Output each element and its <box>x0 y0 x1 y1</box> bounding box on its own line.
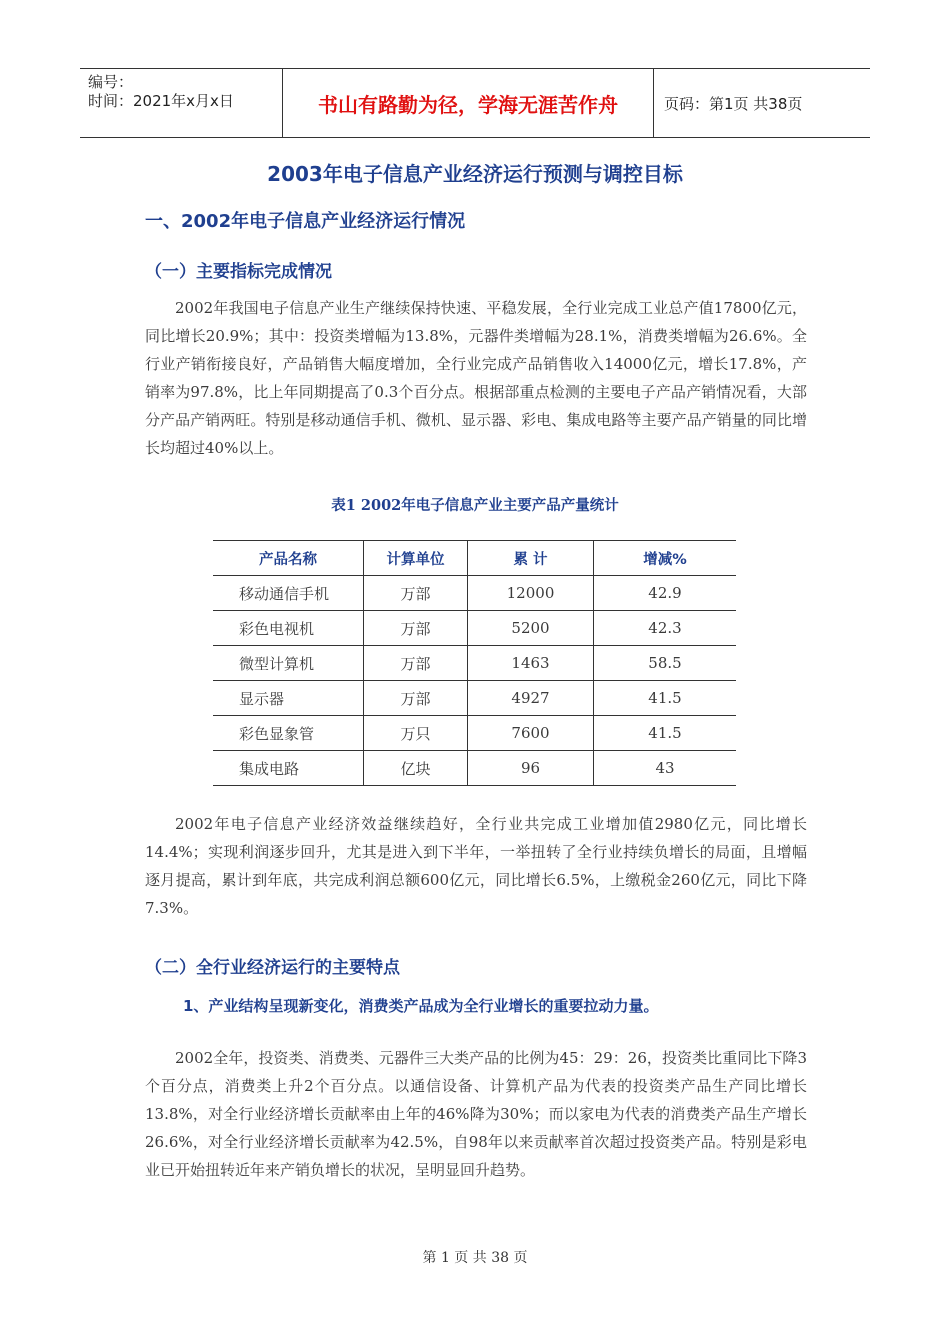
cell-change: 42.3 <box>594 611 737 646</box>
cell-total: 96 <box>468 751 594 786</box>
col-header-unit: 计算单位 <box>364 541 468 576</box>
cell-product: 彩色电视机 <box>213 611 364 646</box>
paragraph-structure: 2002全年，投资类、消费类、元器件三大类产品的比例为45：29：26，投资类比重同比下降3个百分点，消费类上升2个百分点。以通信设备、计算机产品为代表的投资类产品生产同比增长13.8%，对全行业经济增长贡献率由上年的46%降为30%；而以家电为代表的消费类产品生产增长26.6%，对全行业经济增长贡献率为42.5%，自98年以来贡献率首次超过投资类产品。特别是彩电业已开始扭转近年来产销负增长的状况，呈明显回升趋势。 <box>145 1049 807 1179</box>
header-meta <box>80 69 282 137</box>
table-row <box>213 646 736 681</box>
cell-change: 41.5 <box>594 681 737 716</box>
header-motto: 书山有路勤为径，学海无涯苦作舟 <box>282 69 654 137</box>
paragraph-profits: 2002年电子信息产业经济效益继续趋好，全行业共完成工业增加值2980亿元，同比增长14.4%；实现利润逐步回升，尤其是进入到下半年，一举扭转了全行业持续负增长的局面，且增幅逐月提高，累计到年底，共完成利润总额600亿元，同比增长6.5%，上缴税金260亿元，同比下降7.3%。 <box>145 815 807 917</box>
cell-product: 移动通信手机 <box>213 576 364 611</box>
cell-product: 显示器 <box>213 681 364 716</box>
page-header <box>80 68 870 138</box>
cell-unit: 万部 <box>364 611 468 646</box>
cell-product: 微型计算机 <box>213 646 364 681</box>
cell-change: 41.5 <box>594 716 737 751</box>
table-row <box>213 576 736 611</box>
cell-total: 12000 <box>468 576 594 611</box>
cell-change: 43 <box>594 751 737 786</box>
col-header-total: 累 计 <box>468 541 594 576</box>
table-row <box>213 681 736 716</box>
cell-unit: 万部 <box>364 681 468 716</box>
cell-total: 7600 <box>468 716 594 751</box>
number-label: 编号： <box>88 73 134 91</box>
section-heading-1: 一、2002年电子信息产业经济运行情况 <box>145 211 466 232</box>
cell-product: 集成电路 <box>213 751 364 786</box>
page-footer: 第 1 页 共 38 页 <box>422 1250 528 1266</box>
cell-unit: 万部 <box>364 646 468 681</box>
header-page-info: 页码：第1页 共38页 <box>664 94 803 113</box>
col-header-change: 增减% <box>594 541 737 576</box>
col-header-product: 产品名称 <box>213 541 364 576</box>
subsection-heading-1: （一）主要指标完成情况 <box>145 262 332 282</box>
table-row <box>213 751 736 786</box>
cell-unit: 亿块 <box>364 751 468 786</box>
table-row <box>213 716 736 751</box>
cell-unit: 万只 <box>364 716 468 751</box>
table-caption: 表1 2002年电子信息产业主要产品产量统计 <box>331 497 619 514</box>
table-row <box>213 611 736 646</box>
table-header-row <box>213 541 736 576</box>
paragraph-indicators: 2002年我国电子信息产业生产继续保持快速、平稳发展，全行业完成工业总产值17800亿元，同比增长20.9%；其中：投资类增幅为13.8%，元器件类增幅为28.1%，消费类增幅为26.6%。全行业产销衔接良好，产品销售大幅度增加，全行业完成产品销售收入14000亿元，增长17.8%，产销率为97.8%，比上年同期提高了0.3个百分点。根据部重点检测的主要电子产品产销情况看，大部分产品产销两旺。特别是移动通信手机、微机、显示器、彩电、集成电路等主要产品产销量的同比增长均超过40%以上。 <box>145 299 807 457</box>
cell-total: 1463 <box>468 646 594 681</box>
cell-change: 58.5 <box>594 646 737 681</box>
time-label: 时间：2021年x月x日 <box>88 92 234 110</box>
document-title: 2003年电子信息产业经济运行预测与调控目标 <box>267 162 683 186</box>
cell-unit: 万部 <box>364 576 468 611</box>
production-table <box>213 540 736 786</box>
cell-product: 彩色显象管 <box>213 716 364 751</box>
cell-total: 4927 <box>468 681 594 716</box>
subsection-heading-2: （二）全行业经济运行的主要特点 <box>145 958 400 978</box>
cell-total: 5200 <box>468 611 594 646</box>
cell-change: 42.9 <box>594 576 737 611</box>
point-heading-1: 1、产业结构呈现新变化，消费类产品成为全行业增长的重要拉动力量。 <box>183 997 659 1015</box>
